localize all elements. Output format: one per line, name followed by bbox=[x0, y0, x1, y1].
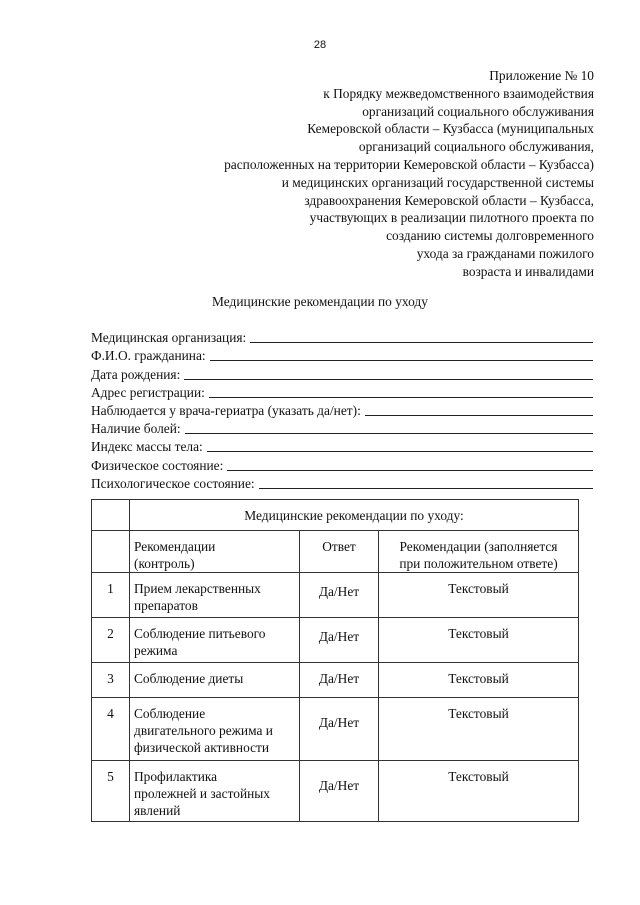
appendix-header bbox=[134, 67, 594, 281]
appendix-line: и медицинских организаций государственной системы bbox=[281, 174, 594, 190]
row-answer: Да/Нет bbox=[300, 573, 379, 618]
field-label: Психологическое состояние: bbox=[91, 475, 255, 491]
rec-line: режима bbox=[134, 643, 178, 658]
row-recommendation bbox=[130, 761, 300, 822]
rec-line: Соблюдение диеты bbox=[134, 671, 244, 686]
page-number: 28 bbox=[313, 39, 327, 51]
rec-line: Соблюдение bbox=[134, 706, 206, 721]
table-cell bbox=[92, 500, 130, 531]
header-line: Рекомендации (заполняется bbox=[399, 539, 558, 554]
field-pain bbox=[91, 419, 593, 437]
column-header-recommendations bbox=[130, 531, 300, 573]
appendix-line: Кемеровской области – Кузбасса (муниципальных bbox=[307, 121, 594, 137]
table-header-cell bbox=[130, 500, 579, 531]
blank-line[interactable] bbox=[184, 379, 593, 380]
row-number: 2 bbox=[92, 618, 130, 663]
row-recommendation bbox=[130, 698, 300, 761]
appendix-line: участвующих в реализации пилотного проекта по bbox=[309, 210, 594, 226]
row-recommendation bbox=[130, 663, 300, 698]
row-number: 4 bbox=[92, 698, 130, 761]
field-label: Дата рождения: bbox=[91, 366, 181, 382]
row-text: Текстовый bbox=[379, 573, 579, 618]
row-recommendation bbox=[130, 618, 300, 663]
rec-line: Профилактика bbox=[134, 769, 218, 784]
column-header-details bbox=[379, 531, 579, 573]
field-label: Физическое состояние: bbox=[91, 457, 224, 473]
table-row bbox=[92, 573, 579, 618]
table-row bbox=[92, 618, 579, 663]
row-number: 1 bbox=[92, 573, 130, 618]
row-answer: Да/Нет bbox=[300, 761, 379, 822]
blank-line[interactable] bbox=[207, 451, 593, 452]
appendix-line: здравоохранения Кемеровской области – Кузбасса, bbox=[304, 192, 594, 208]
field-label: Адрес регистрации: bbox=[91, 384, 205, 400]
field-physical-state bbox=[91, 455, 593, 473]
table-row bbox=[92, 663, 579, 698]
column-header-answer bbox=[300, 531, 379, 573]
appendix-line: ухода за гражданами пожилого bbox=[416, 245, 594, 261]
field-label: Индекс массы тела: bbox=[91, 439, 203, 455]
header-line: при положительном ответе) bbox=[399, 556, 558, 571]
field-registration-address bbox=[91, 383, 593, 401]
table-header-label: Медицинские рекомендации по уходу: bbox=[244, 508, 464, 523]
blank-line[interactable] bbox=[210, 360, 593, 361]
row-number: 5 bbox=[92, 761, 130, 822]
table-header-row bbox=[92, 500, 579, 531]
field-birth-date bbox=[91, 364, 593, 382]
document-title: Медицинские рекомендации по уходу bbox=[212, 294, 428, 309]
row-answer: Да/Нет bbox=[300, 663, 379, 698]
blank-line[interactable] bbox=[209, 397, 593, 398]
row-answer: Да/Нет bbox=[300, 698, 379, 761]
appendix-line: к Порядку межведомственного взаимодействия bbox=[323, 85, 594, 101]
field-label: Медицинская организация: bbox=[91, 330, 247, 346]
row-recommendation bbox=[130, 573, 300, 618]
appendix-line: возраста и инвалидами bbox=[462, 263, 594, 279]
rec-line: пролежней и застойных bbox=[134, 786, 270, 801]
blank-line[interactable] bbox=[227, 470, 593, 471]
field-bmi bbox=[91, 437, 593, 455]
field-citizen-name bbox=[91, 346, 593, 364]
table-cell bbox=[92, 531, 130, 573]
row-text: Текстовый bbox=[379, 761, 579, 822]
blank-line[interactable] bbox=[250, 342, 593, 343]
row-answer: Да/Нет bbox=[300, 618, 379, 663]
rec-line: физической активности bbox=[134, 740, 270, 755]
row-text: Текстовый bbox=[379, 663, 579, 698]
header-line: Рекомендации bbox=[134, 539, 216, 554]
field-label: Наблюдается у врача-гериатра (указать да/нет): bbox=[91, 402, 361, 418]
appendix-line: расположенных на территории Кемеровской области – Кузбасса) bbox=[224, 156, 594, 172]
blank-line[interactable] bbox=[185, 433, 593, 434]
appendix-line: организаций социального обслуживания, bbox=[358, 139, 594, 155]
table-row bbox=[92, 698, 579, 761]
blank-line[interactable] bbox=[259, 488, 593, 489]
field-medical-organization bbox=[91, 328, 593, 346]
field-label: Наличие болей: bbox=[91, 421, 181, 437]
appendix-line: созданию системы долговременного bbox=[386, 228, 594, 244]
row-text: Текстовый bbox=[379, 618, 579, 663]
rec-line: явлений bbox=[134, 803, 181, 818]
recommendations-table bbox=[91, 499, 579, 822]
rec-line: Соблюдение питьевого bbox=[134, 626, 266, 641]
row-text: Текстовый bbox=[379, 698, 579, 761]
rec-line: препаратов bbox=[134, 598, 198, 613]
row-number: 3 bbox=[92, 663, 130, 698]
field-geriatrician bbox=[91, 401, 593, 419]
header-line: (контроль) bbox=[134, 556, 195, 571]
rec-line: Прием лекарственных bbox=[134, 581, 261, 596]
field-label: Ф.И.О. гражданина: bbox=[91, 348, 206, 364]
field-psychological-state bbox=[91, 474, 593, 492]
table-column-headers bbox=[92, 531, 579, 573]
patient-fields bbox=[91, 328, 593, 492]
appendix-line: организаций социального обслуживания bbox=[362, 103, 594, 119]
table-row bbox=[92, 761, 579, 822]
blank-line[interactable] bbox=[365, 415, 593, 416]
appendix-line: Приложение № 10 bbox=[489, 68, 594, 83]
rec-line: двигательного режима и bbox=[134, 723, 273, 738]
header-line: Ответ bbox=[322, 539, 356, 554]
